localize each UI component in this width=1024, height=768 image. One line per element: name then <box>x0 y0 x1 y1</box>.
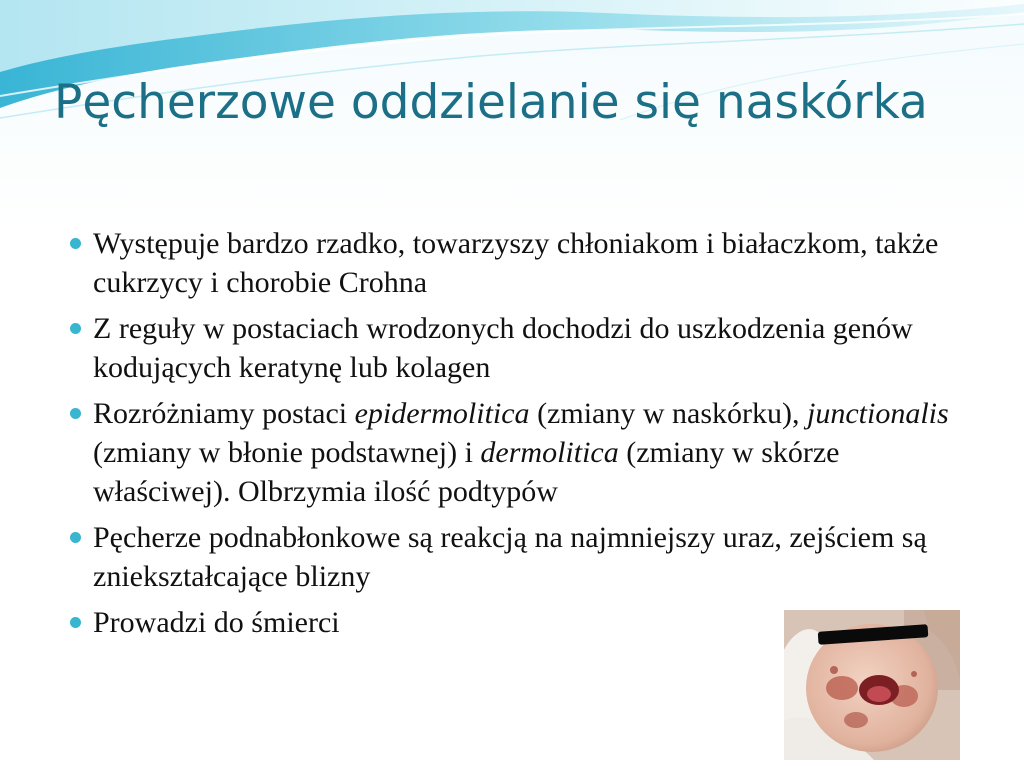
bullet-text <box>93 224 950 302</box>
bullet-text-segment: (zmiany w błonie podstawnej) i <box>93 436 481 469</box>
bullet-text-segment: Prowadzi do śmierci <box>93 606 340 639</box>
bullet-item <box>70 394 950 511</box>
bullet-text-segment: Z reguły w postaciach wrodzonych dochodzi do uszkodzenia genów kodujących keratynę lub kolagen <box>93 312 913 384</box>
bullet-item <box>70 309 950 387</box>
bullet-item <box>70 224 950 302</box>
italic-term: junctionalis <box>807 397 949 430</box>
bullet-text <box>93 394 950 511</box>
bullet-dot-icon <box>70 617 81 628</box>
bullet-dot-icon <box>70 408 81 419</box>
italic-term: epidermolitica <box>354 397 530 430</box>
infant-blistered-skin-image <box>784 610 960 760</box>
bullet-text-segment: (zmiany w naskórku), <box>529 397 807 430</box>
bullet-text <box>93 518 950 596</box>
bullet-text-segment: Pęcherze podnabłonkowe są reakcją na najmniejszy uraz, zejściem są zniekształcające blizny <box>93 521 927 593</box>
slide-title: Pęcherzowe oddzielanie się naskórka <box>54 75 928 130</box>
bullet-dot-icon <box>70 532 81 543</box>
bullet-dot-icon <box>70 238 81 249</box>
bullet-text-segment: Rozróżniamy postaci <box>93 397 355 430</box>
patient-photo <box>784 610 960 760</box>
bullet-list <box>70 224 950 649</box>
bullet-text-segment: Występuje bardzo rzadko, towarzyszy chłoniakom i białaczkom, także cukrzycy i chorobie Crohna <box>93 227 939 299</box>
bullet-text <box>93 309 950 387</box>
bullet-dot-icon <box>70 323 81 334</box>
bullet-item <box>70 518 950 596</box>
bullet-text-segment: (zmiany w skórze właściwej). Olbrzymia ilość podtypów <box>93 436 840 508</box>
italic-term: dermolitica <box>480 436 619 469</box>
